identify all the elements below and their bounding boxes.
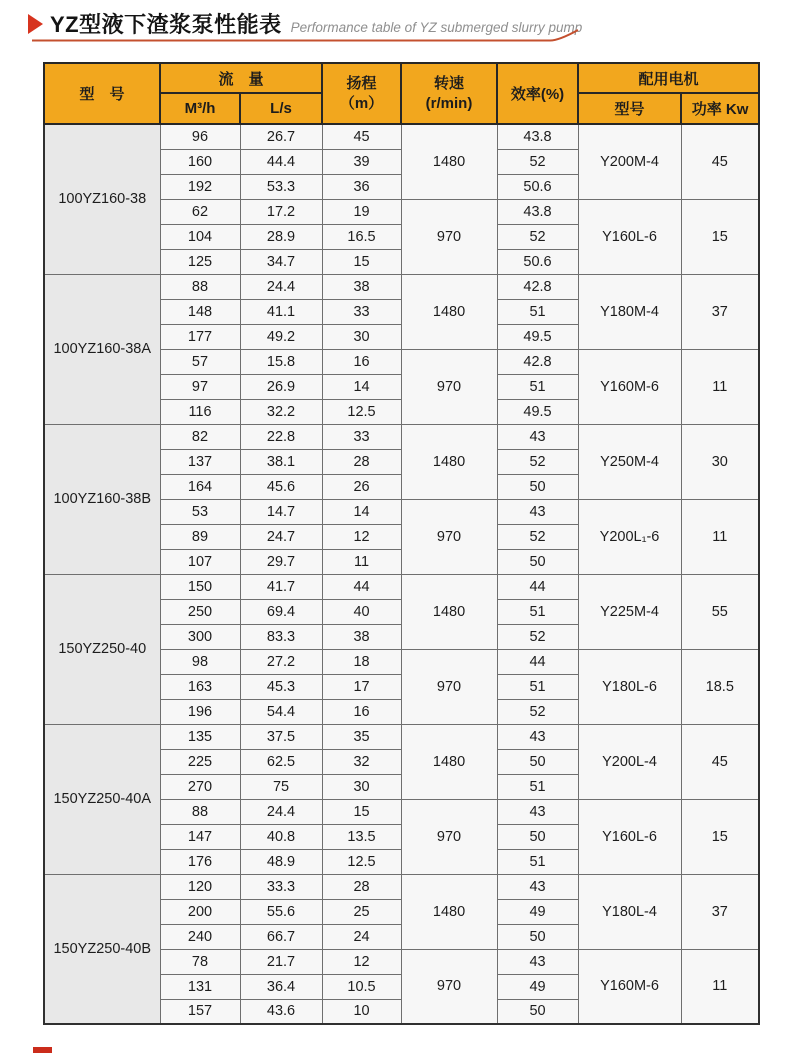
flow-m3h-cell: 135 xyxy=(160,724,240,749)
motor-model-cell: Y200L₁-6 xyxy=(578,499,681,574)
head-cell: 45 xyxy=(322,124,401,149)
flow-m3h-cell: 200 xyxy=(160,899,240,924)
flow-m3h-cell: 107 xyxy=(160,549,240,574)
header-head xyxy=(322,63,401,124)
flow-ls-cell: 22.8 xyxy=(240,424,322,449)
flow-m3h-cell: 104 xyxy=(160,224,240,249)
head-cell: 19 xyxy=(322,199,401,224)
flow-m3h-cell: 300 xyxy=(160,624,240,649)
head-cell: 38 xyxy=(322,624,401,649)
flow-m3h-cell: 96 xyxy=(160,124,240,149)
efficiency-cell: 50 xyxy=(497,999,578,1024)
flow-m3h-cell: 82 xyxy=(160,424,240,449)
flow-ls-cell: 34.7 xyxy=(240,249,322,274)
flow-m3h-cell: 160 xyxy=(160,149,240,174)
efficiency-cell: 43.8 xyxy=(497,199,578,224)
motor-power-cell: 18.5 xyxy=(681,649,759,724)
header-efficiency: 效率(%) xyxy=(497,63,578,124)
flow-ls-cell: 14.7 xyxy=(240,499,322,524)
head-cell: 15 xyxy=(322,799,401,824)
page-subtitle: Performance table of YZ submerged slurry pump xyxy=(290,20,583,35)
flow-ls-cell: 28.9 xyxy=(240,224,322,249)
motor-model-cell: Y225M-4 xyxy=(578,574,681,649)
head-cell: 10 xyxy=(322,999,401,1024)
flow-m3h-cell: 88 xyxy=(160,274,240,299)
head-cell: 30 xyxy=(322,324,401,349)
head-cell: 10.5 xyxy=(322,974,401,999)
flow-m3h-cell: 62 xyxy=(160,199,240,224)
efficiency-cell: 43 xyxy=(497,799,578,824)
flow-ls-cell: 48.9 xyxy=(240,849,322,874)
flow-ls-cell: 45.6 xyxy=(240,474,322,499)
efficiency-cell: 51 xyxy=(497,674,578,699)
efficiency-cell: 49 xyxy=(497,974,578,999)
head-cell: 12.5 xyxy=(322,399,401,424)
efficiency-cell: 52 xyxy=(497,524,578,549)
efficiency-cell: 50.6 xyxy=(497,249,578,274)
flow-ls-cell: 69.4 xyxy=(240,599,322,624)
flow-m3h-cell: 150 xyxy=(160,574,240,599)
flow-m3h-cell: 89 xyxy=(160,524,240,549)
flow-ls-cell: 21.7 xyxy=(240,949,322,974)
motor-model-cell: Y180L-6 xyxy=(578,649,681,724)
motor-model-cell: Y160M-6 xyxy=(578,349,681,424)
motor-model-cell: Y200M-4 xyxy=(578,124,681,199)
flow-ls-cell: 37.5 xyxy=(240,724,322,749)
flow-m3h-cell: 177 xyxy=(160,324,240,349)
header-row-1 xyxy=(44,63,759,93)
efficiency-cell: 49.5 xyxy=(497,399,578,424)
head-cell: 28 xyxy=(322,874,401,899)
flow-m3h-cell: 137 xyxy=(160,449,240,474)
motor-model-cell: Y160L-6 xyxy=(578,799,681,874)
pump-performance-table xyxy=(43,62,760,1025)
speed-cell: 1480 xyxy=(401,574,497,649)
flow-ls-cell: 41.7 xyxy=(240,574,322,599)
efficiency-cell: 51 xyxy=(497,599,578,624)
head-cell: 14 xyxy=(322,374,401,399)
head-cell: 16 xyxy=(322,699,401,724)
speed-cell: 1480 xyxy=(401,424,497,499)
efficiency-cell: 51 xyxy=(497,774,578,799)
efficiency-cell: 50 xyxy=(497,924,578,949)
motor-model-cell: Y200L-4 xyxy=(578,724,681,799)
head-cell: 13.5 xyxy=(322,824,401,849)
flow-ls-cell: 54.4 xyxy=(240,699,322,724)
head-cell: 25 xyxy=(322,899,401,924)
header-model: 型 号 xyxy=(44,63,160,124)
speed-cell: 1480 xyxy=(401,274,497,349)
efficiency-cell: 42.8 xyxy=(497,274,578,299)
motor-power-cell: 37 xyxy=(681,274,759,349)
flow-ls-cell: 40.8 xyxy=(240,824,322,849)
head-cell: 44 xyxy=(322,574,401,599)
head-cell: 12 xyxy=(322,524,401,549)
efficiency-cell: 52 xyxy=(497,149,578,174)
efficiency-cell: 43 xyxy=(497,499,578,524)
efficiency-cell: 50 xyxy=(497,824,578,849)
header-head-zh: 扬程 xyxy=(346,75,377,92)
flow-ls-cell: 38.1 xyxy=(240,449,322,474)
head-cell: 18 xyxy=(322,649,401,674)
motor-model-cell: Y250M-4 xyxy=(578,424,681,499)
efficiency-cell: 42.8 xyxy=(497,349,578,374)
title-underline xyxy=(32,28,582,44)
motor-power-cell: 55 xyxy=(681,574,759,649)
efficiency-cell: 51 xyxy=(497,374,578,399)
motor-power-cell: 30 xyxy=(681,424,759,499)
head-cell: 16.5 xyxy=(322,224,401,249)
flow-ls-cell: 43.6 xyxy=(240,999,322,1024)
motor-model-cell: Y160M-6 xyxy=(578,949,681,1024)
head-cell: 12 xyxy=(322,949,401,974)
table-row xyxy=(44,724,759,749)
page-title: YZ型液下渣浆泵性能表 xyxy=(50,12,282,37)
speed-cell: 970 xyxy=(401,949,497,1024)
speed-cell: 970 xyxy=(401,499,497,574)
motor-power-cell: 11 xyxy=(681,349,759,424)
flow-m3h-cell: 125 xyxy=(160,249,240,274)
head-cell: 28 xyxy=(322,449,401,474)
flow-m3h-cell: 131 xyxy=(160,974,240,999)
motor-power-cell: 15 xyxy=(681,799,759,874)
head-cell: 24 xyxy=(322,924,401,949)
flow-ls-cell: 27.2 xyxy=(240,649,322,674)
header-motor-model: 型号 xyxy=(578,93,681,124)
model-cell: 100YZ160-38B xyxy=(44,424,160,574)
efficiency-cell: 51 xyxy=(497,299,578,324)
efficiency-cell: 49 xyxy=(497,899,578,924)
efficiency-cell: 44 xyxy=(497,574,578,599)
header-motor-power: 功率 Kw xyxy=(681,93,759,124)
flow-ls-cell: 32.2 xyxy=(240,399,322,424)
flow-ls-cell: 36.4 xyxy=(240,974,322,999)
head-cell: 33 xyxy=(322,424,401,449)
flow-ls-cell: 41.1 xyxy=(240,299,322,324)
speed-cell: 970 xyxy=(401,199,497,274)
efficiency-cell: 43.8 xyxy=(497,124,578,149)
efficiency-cell: 52 xyxy=(497,224,578,249)
flow-ls-cell: 66.7 xyxy=(240,924,322,949)
table-row xyxy=(44,574,759,599)
motor-power-cell: 15 xyxy=(681,199,759,274)
flow-ls-cell: 53.3 xyxy=(240,174,322,199)
flow-ls-cell: 26.9 xyxy=(240,374,322,399)
flow-ls-cell: 24.4 xyxy=(240,799,322,824)
flow-m3h-cell: 57 xyxy=(160,349,240,374)
header-speed-unit: (r/min) xyxy=(425,94,473,112)
flow-m3h-cell: 148 xyxy=(160,299,240,324)
speed-cell: 970 xyxy=(401,649,497,724)
motor-power-cell: 37 xyxy=(681,874,759,949)
flow-m3h-cell: 176 xyxy=(160,849,240,874)
header-motor: 配用电机 xyxy=(578,63,759,93)
efficiency-cell: 43 xyxy=(497,424,578,449)
efficiency-cell: 50 xyxy=(497,549,578,574)
header-flow: 流 量 xyxy=(160,63,322,93)
flow-ls-cell: 26.7 xyxy=(240,124,322,149)
flow-ls-cell: 17.2 xyxy=(240,199,322,224)
flow-ls-cell: 29.7 xyxy=(240,549,322,574)
head-cell: 30 xyxy=(322,774,401,799)
flow-m3h-cell: 270 xyxy=(160,774,240,799)
efficiency-cell: 50 xyxy=(497,749,578,774)
flow-m3h-cell: 147 xyxy=(160,824,240,849)
speed-cell: 970 xyxy=(401,349,497,424)
next-section-marker xyxy=(33,1047,52,1053)
efficiency-cell: 52 xyxy=(497,449,578,474)
motor-power-cell: 11 xyxy=(681,499,759,574)
header-flow-ls: L/s xyxy=(240,93,322,124)
header-speed-zh: 转速 xyxy=(434,75,465,92)
flow-ls-cell: 49.2 xyxy=(240,324,322,349)
flow-m3h-cell: 116 xyxy=(160,399,240,424)
flow-m3h-cell: 250 xyxy=(160,599,240,624)
head-cell: 14 xyxy=(322,499,401,524)
motor-model-cell: Y180M-4 xyxy=(578,274,681,349)
flow-m3h-cell: 120 xyxy=(160,874,240,899)
efficiency-cell: 52 xyxy=(497,699,578,724)
table-row xyxy=(44,124,759,149)
motor-power-cell: 45 xyxy=(681,124,759,199)
header-head-unit: （m） xyxy=(339,94,384,112)
motor-power-cell: 45 xyxy=(681,724,759,799)
speed-cell: 970 xyxy=(401,799,497,874)
head-cell: 26 xyxy=(322,474,401,499)
flow-m3h-cell: 163 xyxy=(160,674,240,699)
flow-ls-cell: 55.6 xyxy=(240,899,322,924)
model-cell: 150YZ250-40B xyxy=(44,874,160,1024)
flow-ls-cell: 24.4 xyxy=(240,274,322,299)
motor-model-cell: Y180L-4 xyxy=(578,874,681,949)
flow-m3h-cell: 192 xyxy=(160,174,240,199)
flow-ls-cell: 83.3 xyxy=(240,624,322,649)
table-row xyxy=(44,874,759,899)
head-cell: 38 xyxy=(322,274,401,299)
motor-model-cell: Y160L-6 xyxy=(578,199,681,274)
efficiency-cell: 43 xyxy=(497,724,578,749)
model-cell: 100YZ160-38A xyxy=(44,274,160,424)
flow-ls-cell: 62.5 xyxy=(240,749,322,774)
head-cell: 16 xyxy=(322,349,401,374)
motor-power-cell: 11 xyxy=(681,949,759,1024)
head-cell: 11 xyxy=(322,549,401,574)
flow-ls-cell: 44.4 xyxy=(240,149,322,174)
head-cell: 36 xyxy=(322,174,401,199)
efficiency-cell: 50 xyxy=(497,474,578,499)
head-cell: 17 xyxy=(322,674,401,699)
efficiency-cell: 52 xyxy=(497,624,578,649)
efficiency-cell: 44 xyxy=(497,649,578,674)
flow-m3h-cell: 240 xyxy=(160,924,240,949)
efficiency-cell: 50.6 xyxy=(497,174,578,199)
flow-m3h-cell: 88 xyxy=(160,799,240,824)
header-speed xyxy=(401,63,497,124)
efficiency-cell: 49.5 xyxy=(497,324,578,349)
head-cell: 12.5 xyxy=(322,849,401,874)
efficiency-cell: 51 xyxy=(497,849,578,874)
head-cell: 33 xyxy=(322,299,401,324)
flow-m3h-cell: 78 xyxy=(160,949,240,974)
table-row xyxy=(44,424,759,449)
flow-m3h-cell: 157 xyxy=(160,999,240,1024)
head-cell: 32 xyxy=(322,749,401,774)
head-cell: 15 xyxy=(322,249,401,274)
table-row xyxy=(44,274,759,299)
speed-cell: 1480 xyxy=(401,124,497,199)
efficiency-cell: 43 xyxy=(497,949,578,974)
flow-ls-cell: 15.8 xyxy=(240,349,322,374)
head-cell: 40 xyxy=(322,599,401,624)
head-cell: 39 xyxy=(322,149,401,174)
flow-ls-cell: 75 xyxy=(240,774,322,799)
model-cell: 100YZ160-38 xyxy=(44,124,160,274)
flow-m3h-cell: 196 xyxy=(160,699,240,724)
flow-m3h-cell: 97 xyxy=(160,374,240,399)
flow-m3h-cell: 164 xyxy=(160,474,240,499)
model-cell: 150YZ250-40 xyxy=(44,574,160,724)
speed-cell: 1480 xyxy=(401,724,497,799)
model-cell: 150YZ250-40A xyxy=(44,724,160,874)
flow-ls-cell: 45.3 xyxy=(240,674,322,699)
flow-m3h-cell: 53 xyxy=(160,499,240,524)
header-flow-m3h: M³/h xyxy=(160,93,240,124)
flow-ls-cell: 33.3 xyxy=(240,874,322,899)
flow-m3h-cell: 98 xyxy=(160,649,240,674)
head-cell: 35 xyxy=(322,724,401,749)
flow-m3h-cell: 225 xyxy=(160,749,240,774)
flow-ls-cell: 24.7 xyxy=(240,524,322,549)
speed-cell: 1480 xyxy=(401,874,497,949)
efficiency-cell: 43 xyxy=(497,874,578,899)
